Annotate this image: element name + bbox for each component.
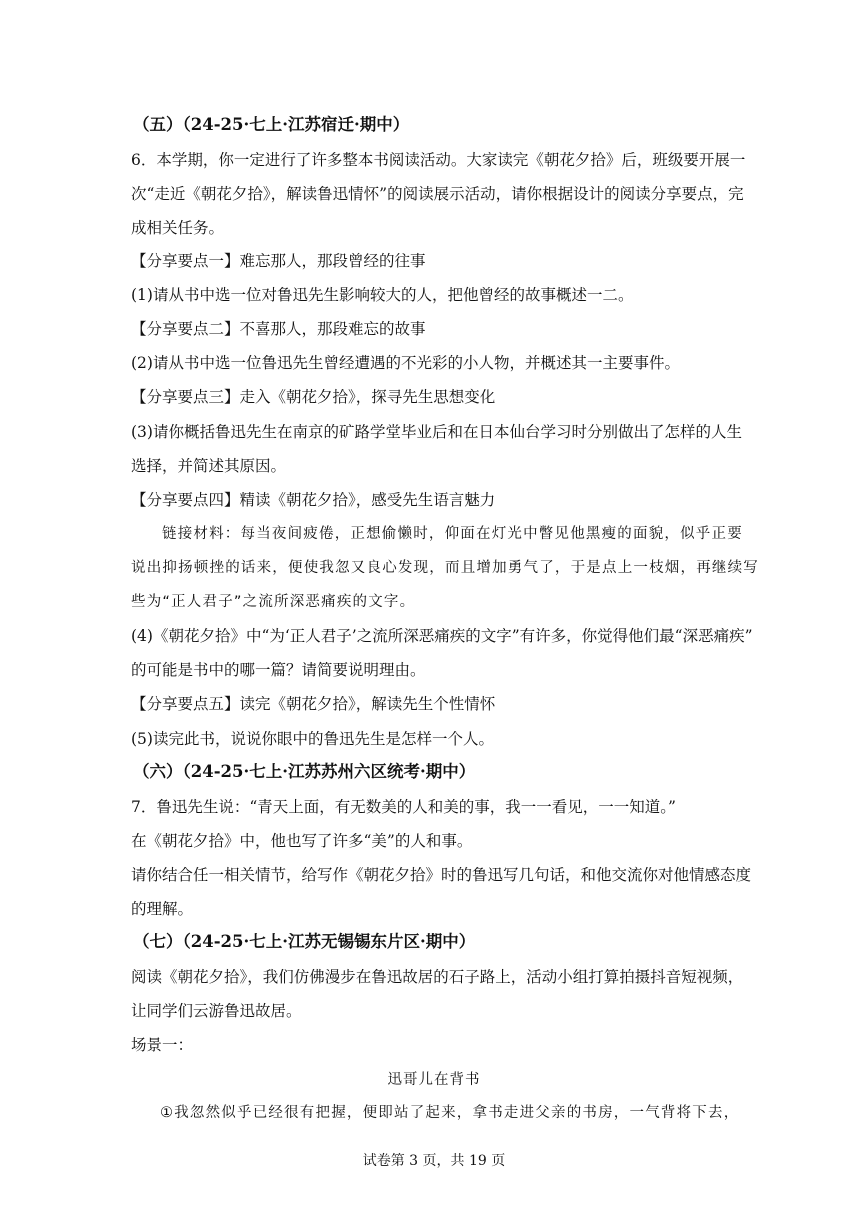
q7-line-4: 的理解。 [131,900,194,918]
q6-line-3: 成相关任务。 [131,219,225,237]
sub-question-3-line-2: 选择，并简述其原因。 [131,457,287,475]
linked-material-line-1: 链接材料：每当夜间疲倦，正想偷懒时，仰面在灯光中瞥见他黑瘦的面貌，似乎正要 [162,526,743,542]
linked-material-line-3: 些为“正人君子”之流所深恶痛疾的文字。 [131,594,416,610]
share-point-4: 【分享要点四】精读《朝花夕拾》，感受先生语言魅力 [131,491,496,509]
section5-heading: （五）（24-25·七上·江苏宿迁·期中） [133,115,410,134]
sub-question-5: (5)读完此书，说说你眼中的鲁迅先生是怎样一个人。 [131,730,494,748]
section7-heading: （七）（24-25·七上·江苏无锡锡东片区·期中） [133,932,476,951]
q6-line-1: 6．本学期，你一定进行了许多整本书阅读活动。大家读完《朝花夕拾》后，班级要开展一 [131,151,746,169]
linked-material-line-2: 说出抑扬顿挫的话来，便使我忽又良心发现，而且增加勇气了，于是点上一枝烟，再继续写 [131,560,759,576]
q7-line-1: 7．鲁迅先生说：“青天上面，有无数美的人和美的事，我一一看见，一一知道。” [131,798,676,816]
scene-title: 迅哥儿在背书 [387,1072,481,1088]
share-point-2: 【分享要点二】不喜那人，那段难忘的故事 [131,320,426,338]
section7-line-1: 阅读《朝花夕拾》，我们仿佛漫步在鲁迅故居的石子路上，活动小组打算拍摄抖音短视频， [131,968,744,986]
share-point-5: 【分享要点五】读完《朝花夕拾》，解读先生个性情怀 [131,695,496,713]
page-footer: 试卷第 3 页，共 19 页 [362,1153,506,1169]
section6-heading: （六）（24-25·七上·江苏苏州六区统考·期中） [133,762,476,781]
sub-question-1: (1)请从书中选一位对鲁迅先生影响较大的人，把他曾经的故事概述一二。 [131,286,634,304]
q7-line-3: 请你结合任一相关情节，给写作《朝花夕拾》时的鲁迅写几句话，和他交流你对他情感态度 [131,866,752,884]
share-point-1: 【分享要点一】难忘那人，那段曾经的往事 [131,252,426,270]
scene-text-line-1: ①我忽然似乎已经很有把握，便即站了起来，拿书走进父亲的书房，一气背将下去， [160,1105,740,1121]
sub-question-3-line-1: (3)请你概括鲁迅先生在南京的矿路学堂毕业后和在日本仙台学习时分别做出了怎样的人生 [131,423,742,441]
q7-line-2: 在《朝花夕拾》中，他也写了许多“美”的人和事。 [131,832,473,850]
scene-one-label: 场景一： [131,1036,194,1054]
sub-question-4-line-1: (4)《朝花夕拾》中“为‘正人君子’之流所深恶痛疾的文字”有许多，你觉得他们最“深恶痛疾” [131,627,753,645]
sub-question-4-line-2: 的可能是书中的哪一篇？请简要说明理由。 [131,661,426,679]
sub-question-2: (2)请从书中选一位鲁迅先生曾经遭遇的不光彩的小人物，并概述其一主要事件。 [131,354,680,372]
q6-line-2: 次“走近《朝花夕拾》，解读鲁迅情怀”的阅读展示活动，请你根据设计的阅读分享要点，完 [131,185,744,203]
section7-line-2: 让同学们云游鲁迅故居。 [131,1002,302,1020]
share-point-3: 【分享要点三】走入《朝花夕拾》，探寻先生思想变化 [131,388,496,406]
